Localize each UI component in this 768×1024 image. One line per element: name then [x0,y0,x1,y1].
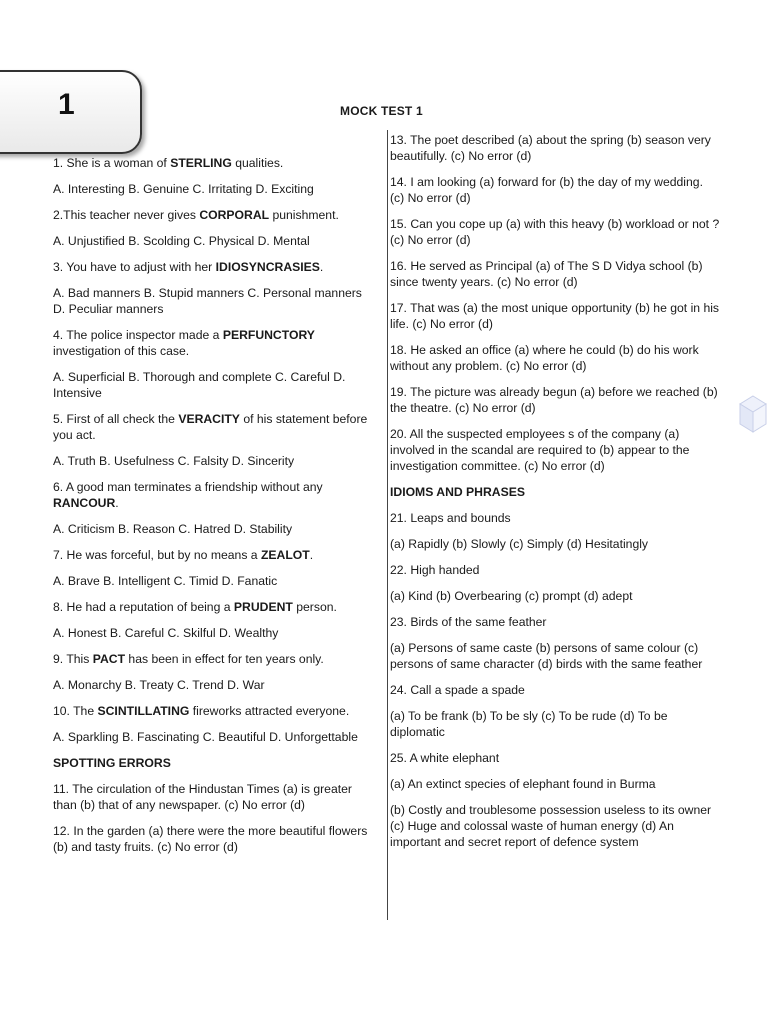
question-21: 21. Leaps and bounds [390,511,511,525]
question-16: 16. He served as Principal (a) of The S D Vidya school (b) since twenty years. (c) No error (d) [390,259,703,289]
question-19: 19. The picture was already begun (a) before we reached (b) the theatre. (c) No error (d) [390,385,718,415]
question-8: 8. He had a reputation of being a PRUDENT person. [53,600,337,614]
question-6-options: A. Criticism B. Reason C. Hatred D. Stability [53,522,293,536]
section-heading-spotting-errors: SPOTTING ERRORS [53,756,171,770]
question-15: 15. Can you cope up (a) with this heavy (b) workload or not ? (c) No error (d) [390,217,720,247]
question-25: 25. A white elephant [390,751,500,765]
question-24-options: (a) To be frank (b) To be sly (c) To be rude (d) To be diplomatic [390,709,668,739]
question-24: 24. Call a spade a spade [390,683,525,697]
question-3-options: A. Bad manners B. Stupid manners C. Personal manners D. Peculiar manners [53,286,362,316]
right-column [390,132,720,860]
chapter-number: 1 [58,88,75,121]
question-11: 11. The circulation of the Hindustan Times (a) is greater than (b) that of any newspaper. (c) No error (d) [53,782,352,812]
question-9: 9. This PACT has been in effect for ten years only. [53,652,324,666]
question-4: 4. The police inspector made a PERFUNCTORY investigation of this case. [53,328,315,358]
question-25-options-bcd: (b) Costly and troublesome possession useless to its owner (c) Huge and colossal waste of human energy (d) An important and secret report of defence system [390,803,712,849]
question-3: 3. You have to adjust with her IDIOSYNCRASIES. [53,260,324,274]
question-10: 10. The SCINTILLATING fireworks attracted everyone. [53,704,350,718]
left-column [53,155,371,865]
question-5: 5. First of all check the VERACITY of his statement before you act. [53,412,368,442]
question-7-options: A. Brave B. Intelligent C. Timid D. Fanatic [53,574,278,588]
column-divider [387,130,388,920]
question-22-options: (a) Kind (b) Overbearing (c) prompt (d) adept [390,589,633,603]
question-5-options: A. Truth B. Usefulness C. Falsity D. Sincerity [53,454,295,468]
question-18: 18. He asked an office (a) where he could (b) do his work without any problem. (c) No error (d) [390,343,699,373]
page-title: MOCK TEST 1 [340,104,423,118]
question-2: 2.This teacher never gives CORPORAL punishment. [53,208,339,222]
section-heading-idioms: IDIOMS AND PHRASES [390,485,525,499]
question-21-options: (a) Rapidly (b) Slowly (c) Simply (d) Hesitatingly [390,537,649,551]
question-25-option-a: (a) An extinct species of elephant found in Burma [390,777,656,791]
cube-watermark-icon [738,392,768,446]
question-17: 17. That was (a) the most unique opportunity (b) he got in his life. (c) No error (d) [390,301,720,331]
question-10-options: A. Sparkling B. Fascinating C. Beautiful D. Unforgettable [53,730,358,744]
question-7: 7. He was forceful, but by no means a ZEALOT. [53,548,314,562]
question-1-options: A. Interesting B. Genuine C. Irritating D. Exciting [53,182,314,196]
question-14: 14. I am looking (a) forward for (b) the day of my wedding. (c) No error (d) [390,175,703,205]
question-23-options: (a) Persons of same caste (b) persons of same colour (c) persons of same character (d) birds with the same feather [390,641,703,671]
question-20: 20. All the suspected employees s of the company (a) involved in the scandal are required to (b) appear to the investigation committee. (c) No error (d) [390,427,690,473]
question-12: 12. In the garden (a) there were the more beautiful flowers (b) and tasty fruits. (c) No error (d) [53,824,368,854]
question-1: 1. She is a woman of STERLING qualities. [53,156,284,170]
question-9-options: A. Monarchy B. Treaty C. Trend D. War [53,678,265,692]
question-4-options: A. Superficial B. Thorough and complete C. Careful D. Intensive [53,370,346,400]
question-2-options: A. Unjustified B. Scolding C. Physical D. Mental [53,234,310,248]
question-8-options: A. Honest B. Careful C. Skilful D. Wealthy [53,626,279,640]
question-6: 6. A good man terminates a friendship without any RANCOUR. [53,480,323,510]
question-23: 23. Birds of the same feather [390,615,547,629]
question-13: 13. The poet described (a) about the spring (b) season very beautifully. (c) No error (d) [390,133,711,163]
question-22: 22. High handed [390,563,480,577]
